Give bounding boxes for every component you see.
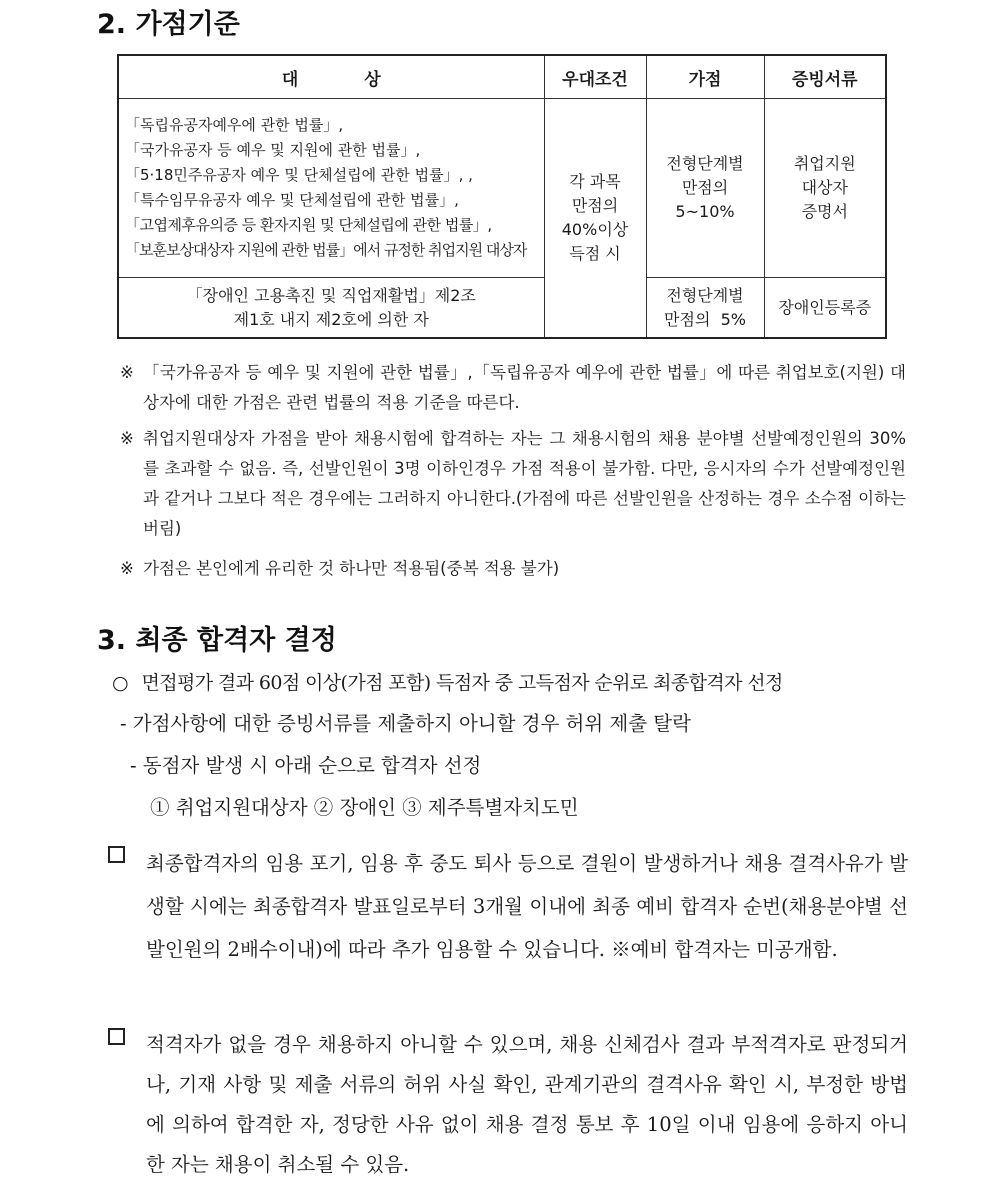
document-line-1: 취업지원	[793, 154, 856, 173]
header-target: 대 상	[118, 55, 544, 99]
header-condition: 우대조건	[544, 55, 646, 99]
target-law-6: 「보훈보상대상자 지원에 관한 법률」에서 규정한 취업지원 대상자	[125, 241, 527, 259]
condition-cell	[544, 99, 646, 339]
note-1-text: 「국가유공자 등 예우 및 지원에 관한 법률」,「독립유공자 예우에 관한 법률」에 따른 취업보호(지원) 대상자에 대한 가점은 관련 법률의 적용 기준을 따른다.	[143, 363, 906, 412]
target-law-1: 「독립유공자예우에 관한 법률」,	[125, 116, 344, 134]
disability-points-cell	[646, 278, 764, 339]
final-selection-bullet	[112, 668, 783, 695]
condition-line-3: 40%이상	[561, 220, 629, 239]
note-3-mark: ※	[120, 559, 134, 578]
points-line-2: 만점의	[681, 178, 729, 197]
tie-priority-list: ① 취업지원대상자 ② 장애인 ③ 제주특별자치도민	[150, 796, 579, 819]
cancellation-paragraph	[108, 1025, 908, 1185]
note-3	[120, 554, 906, 584]
note-3-text: 가점은 본인에게 유리한 것 하나만 적용됨(중복 적용 불가)	[143, 559, 560, 578]
reserve-candidate-paragraph	[108, 842, 908, 971]
dash-item-2: - 동점자 발생 시 아래 순으로 합격자 선정	[130, 754, 482, 777]
note-2	[120, 424, 906, 544]
table-row-disability	[118, 278, 886, 339]
target-law-4: 「특수임무유공자 예우 및 단체설립에 관한 법률」,	[125, 191, 459, 209]
veterans-target-cell	[118, 99, 544, 278]
target-law-5: 「고엽제후유의증 등 환자지원 및 단체설립에 관한 법률」,	[125, 216, 492, 234]
section-2-title: 2. 가점기준	[97, 9, 240, 40]
reserve-candidate-text: 최종합격자의 임용 포기, 임용 후 중도 퇴사 등으로 결원이 발생하거나 채용 결격사유가 발생할 시에는 최종합격자 발표일로부터 3개월 이내에 최종 예비 합격자 순번(채용분야별 선발인원의 2배수이내)에 따라 추가 임용할 수 있습니다. ※예비 합격자는 미공개함.	[146, 852, 908, 961]
note-2-mark: ※	[120, 429, 134, 448]
document-line-3: 증명서	[801, 202, 848, 221]
veterans-points-cell	[646, 99, 764, 278]
note-1	[120, 358, 906, 418]
disability-points-line-2: 만점의 5%	[664, 309, 746, 329]
checkbox-square-icon	[108, 846, 125, 863]
disability-target-line-2: 제1호 내지 제2호에 의한 자	[233, 309, 429, 329]
bonus-criteria-table	[117, 54, 887, 339]
target-law-3: 「5·18민주유공자 예우 및 단체설립에 관한 법률」, ,	[125, 166, 473, 184]
cancellation-text: 적격자가 없을 경우 채용하지 아니할 수 있으며, 채용 신체검사 결과 부적격자로 판정되거나, 기재 사항 및 제출 서류의 허위 사실 확인, 관계기관의 결격사유 확인 시, 부정한 방법에 의하여 합격한 자, 정당한 사유 없이 채용 결정 통보 후 10일 이내 임용에 응하지 아니한 자는 채용이 취소될 수 있음.	[146, 1033, 908, 1176]
points-line-3: 5~10%	[675, 202, 735, 221]
dash-item-1: - 가점사항에 대한 증빙서류를 제출하지 아니할 경우 허위 제출 탈락	[120, 712, 691, 735]
header-documents: 증빙서류	[764, 55, 886, 99]
document-line-2: 대상자	[801, 178, 848, 197]
points-line-1: 전형단계별	[666, 154, 744, 173]
circle-bullet-icon: ○	[112, 672, 128, 694]
target-law-2: 「국가유공자 등 예우 및 지원에 관한 법률」,	[125, 141, 421, 159]
veterans-documents-cell	[764, 99, 886, 278]
section-3-title: 3. 최종 합격자 결정	[97, 625, 337, 656]
checkbox-square-icon	[108, 1028, 125, 1045]
condition-line-1: 각 과목	[569, 172, 621, 191]
disability-target-cell	[118, 278, 544, 339]
disability-documents-cell	[764, 278, 886, 339]
table-header-row	[118, 55, 886, 99]
condition-line-4: 득점 시	[569, 244, 621, 263]
condition-line-2: 만점의	[571, 196, 619, 215]
note-2-text: 취업지원대상자 가점을 받아 채용시험에 합격하는 자는 그 채용시험의 채용 분야별 선발예정인원의 30%를 초과할 수 없음. 즉, 선발인원이 3명 이하인경우 가점 적용이 불가함. 다만, 응시자의 수가 선발예정인원과 같거나 그보다 적은 경우에는 그러하지 아니한다.(가점에 따른 선발인원을 산정하는 경우 소수점 이하는 버림)	[143, 429, 906, 538]
disability-document: 장애인등록증	[778, 297, 872, 317]
disability-points-line-1: 전형단계별	[666, 285, 744, 305]
disability-target-line-1: 「장애인 고용촉진 및 직업재활법」제2조	[186, 285, 476, 305]
note-1-mark: ※	[120, 363, 134, 382]
final-selection-text: 면접평가 결과 60점 이상(가점 포함) 득점자 중 고득점자 순위로 최종합격자 선정	[141, 672, 783, 694]
header-points: 가점	[646, 55, 764, 99]
table-row-veterans	[118, 99, 886, 278]
